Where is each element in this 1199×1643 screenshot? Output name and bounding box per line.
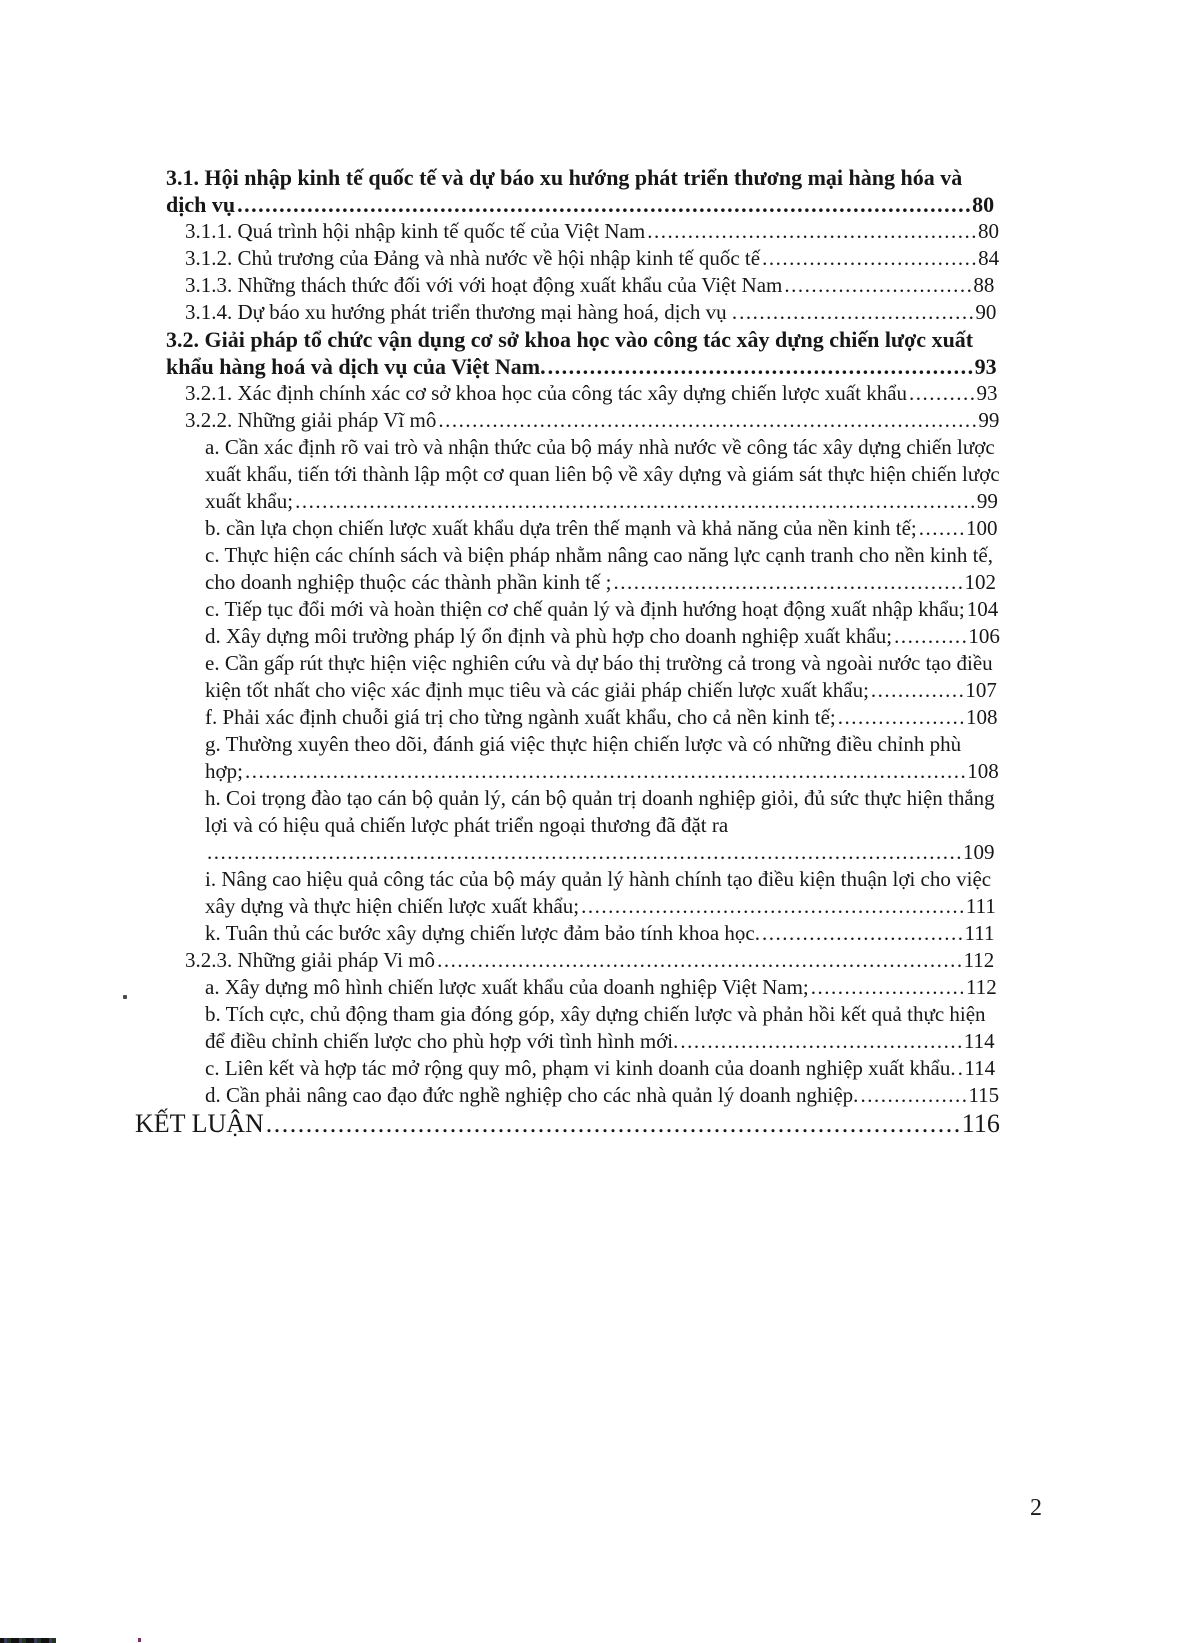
toc-entry (185, 947, 1000, 974)
toc-entry-page: 109 (963, 840, 995, 864)
dot-leader: ................... (837, 705, 966, 729)
toc-entry-page: 102 (964, 570, 996, 594)
toc-entry (205, 596, 1000, 623)
toc-entry-text: 3.1. Hội nhập kinh tế quốc tế và dự báo xu hướng phát triển thương mại hàng hóa và dịch vụ (166, 165, 963, 217)
toc-entry-page: 104 (966, 597, 999, 621)
dot-leader: ................ (860, 1083, 969, 1107)
toc-entry-page: 115 (968, 1083, 1000, 1107)
toc-entry-text: h. Coi trọng đào tạo cán bộ quản lý, cán bộ quản trị doanh nghiệp giỏi, đủ sức thực hiện thắng lợi và có hiệu quả chiến lược phát triển ngoại thương đã đặt ra (205, 786, 995, 837)
dot-leader: ............................................................. (547, 354, 975, 379)
toc-entry-text: e. Cần gấp rút thực hiện việc nghiên cứu và dự báo thị trường cả trong và ngoài nước tạo điều kiện tốt nhất cho việc xác định mục tiêu và các giải pháp chiến lược xuất khẩu; (205, 651, 993, 702)
toc-entry-page: 107 (965, 678, 997, 702)
dot-leader: ........... (894, 624, 969, 648)
toc-entry-page: 116 (961, 1109, 1000, 1138)
toc-entry-page: 111 (964, 921, 995, 945)
toc-entry (205, 866, 1000, 920)
toc-entry-page: 114 (963, 1029, 995, 1053)
toc-entry-page: 93 (974, 354, 997, 379)
toc-entry-page: 90 (975, 300, 997, 324)
scan-artifact (0, 1638, 56, 1643)
toc-entry-page: 111 (965, 894, 996, 918)
dot-leader: ....... (918, 516, 967, 540)
toc-entry (205, 704, 1000, 731)
toc-entry-text: i. Nâng cao hiệu quả công tác của bộ máy quản lý hành chính tạo điều kiện thuận lợi cho việc xây dựng và thực hiện chiến lược xuất khẩu; (205, 867, 992, 918)
toc-entry-text: b. Tích cực, chủ động tham gia đóng góp, xây dựng chiến lược và phản hồi kết quả thực hiện để điều chỉnh chiến lược cho phù hợp với tình hình mới. (205, 1002, 986, 1053)
toc-entry-page: 99 (976, 489, 998, 513)
toc-entry (205, 920, 1000, 947)
toc-entry-page: 88 (973, 273, 995, 297)
scan-artifact-dot (138, 1638, 141, 1642)
toc-entry-text: k. Tuân thủ các bước xây dựng chiến lược đảm bảo tính khoa học. (205, 921, 760, 945)
dot-leader: .......................................... (680, 1029, 964, 1053)
toc-entry-page: 80 (978, 219, 999, 243)
toc-entry-text: 3.2.2. Những giải pháp Vĩ mô (185, 408, 437, 432)
dot-leader: ................................................................................................................ (207, 840, 963, 864)
toc-entry (166, 164, 1000, 218)
toc-entry-text: c. Liên kết và hợp tác mở rộng quy mô, phạm vi kinh doanh của doanh nghiệp xuất khẩu. (205, 1056, 956, 1080)
dot-leader: ........................................................................................................... (244, 759, 968, 783)
toc-entry (185, 380, 1000, 407)
toc-entry (205, 515, 1000, 542)
dot-leader: .............. (870, 678, 966, 702)
toc-entry-text: 3.2.1. Xác định chính xác cơ sở khoa học của công tác xây dựng chiến lược xuất khẩu (185, 381, 908, 405)
toc-entry-text: a. Cần xác định rõ vai trò và nhận thức của bộ máy nhà nước về công tác xây dựng chiến lược xuất khẩu, tiến tới thành lập một cơ quan liên bộ về xây dựng và giám sát thực hiện chiến lược xuất khẩu; (205, 435, 1000, 513)
toc-entry-page: 99 (978, 408, 1000, 432)
toc-entry (185, 299, 1000, 326)
dot-leader: ................................................................................ (438, 408, 979, 432)
toc-entry (205, 839, 1000, 866)
toc-entry-text: KẾT LUẬN (135, 1109, 264, 1138)
dot-leader: ................................................. (647, 219, 978, 243)
toc-entry (205, 434, 1000, 515)
scan-speck (123, 995, 127, 999)
toc-entry (205, 731, 1000, 785)
table-of-contents (135, 164, 1000, 1139)
dot-leader: .................................................... (613, 570, 965, 594)
toc-entry (205, 650, 1000, 704)
page-number: 2 (1030, 1495, 1042, 1521)
toc-entry-page: 80 (972, 192, 995, 217)
toc-entry-page: 93 (976, 381, 998, 405)
dot-leader: ............................ (784, 273, 974, 297)
toc-entry (205, 1055, 1000, 1082)
dot-leader: ................................... (739, 300, 976, 324)
toc-entry (185, 245, 1000, 272)
toc-entry-text: b. cần lựa chọn chiến lược xuất khẩu dựa trên thế mạnh và khả năng của nền kinh tế; (205, 516, 917, 540)
toc-entry-text: c. Tiếp tục đổi mới và hoàn thiện cơ chế quản lý và định hướng hoạt động xuất nhập khẩu; (205, 597, 965, 621)
toc-entry (205, 1001, 1000, 1055)
dot-leader: ..................................................................................................... (295, 489, 977, 513)
dot-leader: .......... (909, 381, 977, 405)
toc-entry-text: d. Cần phải nâng cao đạo đức nghề nghiệp cho các nhà quản lý doanh nghiệp. (205, 1083, 859, 1107)
dot-leader: . (957, 1056, 965, 1080)
dot-leader: .............................. (762, 921, 965, 945)
toc-entry-text: 3.1.3. Những thách thức đối với với hoạt động xuất khẩu của Việt Nam (185, 273, 783, 297)
toc-entry (135, 1109, 1000, 1139)
toc-entry (185, 218, 1000, 245)
toc-entry-text: 3.2. Giải pháp tổ chức vận dụng cơ sở khoa học vào công tác xây dựng chiến lược xuất khẩu hàng hoá và dịch vụ của Việt Nam. (166, 327, 974, 379)
toc-entry-page: 108 (965, 705, 998, 729)
toc-entry (166, 326, 1000, 380)
toc-entry-text: f. Phải xác định chuỗi giá trị cho từng ngành xuất khẩu, cho cả nền kinh tế; (205, 705, 836, 729)
toc-entry-page: 106 (968, 624, 1000, 648)
toc-entry-text: 3.1.1. Quá trình hội nhập kinh tế quốc tế của Việt Nam (185, 219, 646, 243)
dot-leader: ......................................................... (581, 894, 966, 918)
toc-entry (205, 623, 1000, 650)
toc-entry-page: 114 (964, 1056, 996, 1080)
dot-leader: ....................... (810, 975, 966, 999)
toc-entry-page: 100 (966, 516, 998, 540)
dot-leader: .............................................................................. (437, 948, 964, 972)
toc-entry-text: d. Xây dựng môi trường pháp lý ổn định và phù hợp cho doanh nghiệp xuất khẩu; (205, 624, 893, 648)
toc-entry-text: c. Thực hiện các chính sách và biện pháp nhằm nâng cao năng lực cạnh tranh cho nền kinh tế, cho doanh nghiệp thuộc các thành phần kinh tế ; (205, 543, 994, 594)
toc-entry-page: 112 (963, 948, 995, 972)
toc-entry-page: 112 (966, 975, 997, 999)
toc-entry (185, 272, 1000, 299)
dot-leader: ....................................................................................... (265, 1109, 962, 1138)
toc-entry-text: 3.2.3. Những giải pháp Vi mô (185, 948, 436, 972)
dot-leader: ......................................................................................................... (237, 192, 973, 217)
toc-entry (205, 974, 1000, 1001)
toc-entry (205, 1082, 1000, 1109)
toc-entry-page: 84 (978, 246, 1000, 270)
dot-leader: ................................ (762, 246, 979, 270)
toc-entry (205, 542, 1000, 596)
toc-entry-text: a. Xây dựng mô hình chiến lược xuất khẩu của doanh nghiệp Việt Nam; (205, 975, 809, 999)
toc-entry (205, 785, 1000, 839)
toc-entry-text: g. Thường xuyên theo dõi, đánh giá việc thực hiện chiến lược và có những điều chỉnh phù hợp; (205, 732, 962, 783)
toc-entry (185, 407, 1000, 434)
toc-entry-text: 3.1.2. Chủ trương của Đảng và nhà nước về hội nhập kinh tế quốc tế (185, 246, 761, 270)
toc-entry-text: 3.1.4. Dự báo xu hướng phát triển thương mại hàng hoá, dịch vụ . (185, 300, 738, 324)
toc-entry-page: 108 (967, 759, 999, 783)
